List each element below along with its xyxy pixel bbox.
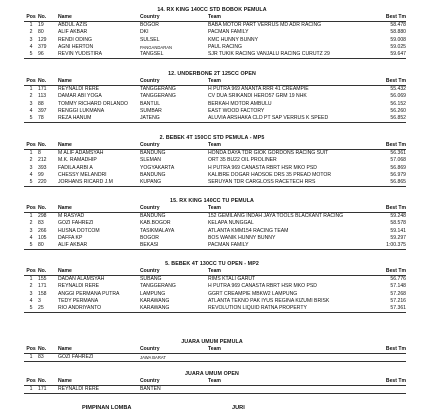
cell-name: GOZI FAHREZI (58, 220, 94, 227)
cell-best: 56.776 (390, 276, 406, 282)
cell-no: 298 (38, 213, 47, 219)
table-row (24, 37, 406, 44)
cell-best: 59.025 (390, 43, 406, 50)
section-title: JUARA UMUM PEMULA (181, 339, 243, 345)
cell-best: 56.979 (390, 171, 406, 178)
section-juara-umum-pemula (0, 338, 424, 362)
cell-pos: 2 (29, 157, 33, 164)
cell-no: 80 (38, 242, 58, 250)
header-country: Country (140, 346, 208, 354)
cell-no: 105 (38, 234, 47, 241)
cell-team: SJR TUKIK RACING VANJALU RACING CURUTZ 29 (208, 51, 368, 59)
cell-country: SUMBAR (140, 107, 162, 114)
table-row (24, 228, 406, 235)
cell-no: 171 (38, 283, 47, 290)
cell-best: 57.216 (390, 297, 406, 304)
cell-country: BEKASI (140, 242, 208, 250)
header-country: Country (140, 142, 208, 150)
section-title: 15. RX KING 140CC TU PEMULA (170, 198, 254, 204)
table-row (24, 213, 406, 221)
table-row (24, 283, 406, 290)
cell-name: M.K. RAMADHIP (58, 157, 97, 164)
cell-best: 56.869 (390, 164, 406, 171)
table-header-row (24, 78, 406, 86)
cell-name: M ALIF ADAMSYAH (58, 150, 104, 156)
header-no: No. (38, 78, 58, 86)
cell-best: 56.361 (390, 150, 406, 156)
cell-best: 56.852 (368, 115, 406, 123)
header-best: Best Tm (368, 268, 406, 276)
cell-country: PANGANDARAN (140, 44, 173, 50)
cell-pos: 3 (29, 164, 33, 171)
table-header-row (24, 378, 406, 386)
cell-best: 1:00.375 (368, 242, 406, 250)
cell-country: TANGGERANG (140, 86, 176, 92)
header-no: No. (38, 142, 58, 150)
cell-country: KARAWANG (140, 297, 170, 304)
table-row (24, 220, 406, 227)
table-header-row (24, 142, 406, 150)
header-country: Country (140, 268, 208, 276)
cell-name: JORHANS RICARD J.M (58, 179, 140, 187)
cell-name: FADILA ARBI A (58, 164, 93, 171)
table-row (24, 172, 406, 179)
cell-team: PAUL RACING (208, 43, 242, 50)
cell-country: BANTEN (140, 386, 208, 394)
header-best: Best Tm (368, 205, 406, 213)
header-best: Best Tm (368, 14, 406, 22)
table-row (24, 235, 406, 242)
cell-team: SERUYAN TDR CARGLOSS RACETECH RRS (208, 179, 368, 187)
cell-best: 56.865 (368, 179, 406, 187)
header-no: No. (38, 14, 58, 22)
cell-team: RIMS KTALI GARUT (208, 276, 256, 282)
cell-pos: 4 (29, 234, 33, 241)
cell-name: TOMMY RICHARD ORLANDO (58, 100, 128, 107)
cell-team: PACMAN FAMILY (208, 242, 368, 250)
cell-best: 57.148 (390, 283, 406, 290)
cell-best: 55.432 (390, 86, 406, 92)
table-row (24, 298, 406, 305)
cell-best (368, 354, 406, 362)
header-pos: Pos (24, 14, 38, 22)
cell-best: 58.880 (390, 29, 406, 36)
cell-best: 59.647 (368, 51, 406, 59)
cell-name: CHESSY MELANDRI (58, 171, 107, 178)
cell-country: TANGSEL (140, 51, 208, 59)
cell-name: RIO ANDRIYANTO (58, 305, 140, 313)
cell-no: 171 (38, 386, 58, 394)
table-row (24, 242, 406, 250)
section-bebek-150cc-pemula (0, 134, 424, 187)
cell-no: 19 (38, 22, 44, 28)
cell-team: BERKAH MOTOR AMBULU (208, 100, 272, 107)
cell-team: BABA MOTOR PART VERRUS MD ADR RACING (208, 22, 322, 28)
cell-no: 129 (38, 36, 47, 43)
cell-name: DAFFA KP (58, 234, 83, 241)
header-team: Team (208, 142, 368, 150)
cell-team: H PUTRA 969 CANASTA RBRT HSR MKO PSD (208, 283, 317, 290)
cell-no: 83 (38, 220, 44, 227)
header-name: Name (58, 268, 140, 276)
cell-team: H PUTRA 969 ANANTA RRR 41 CREAMPIE (208, 86, 309, 92)
cell-country: KARAWANG (140, 305, 208, 313)
cell-name: ANGGI PERMANA PUTRA (58, 290, 120, 297)
cell-pos: 5 (24, 51, 38, 59)
cell-no: 25 (38, 305, 58, 313)
footer-race-director: PIMPINAN LOMBA (82, 405, 132, 411)
cell-team: 152 GEMILANG INDAH JAYA TOOLS BLACKANT RACING (208, 213, 344, 219)
header-best: Best Tm (368, 378, 406, 386)
cell-pos: 1 (29, 22, 33, 28)
table-row (24, 93, 406, 100)
section-title: 14. RX KING 140CC STD BOBOK PEMULA (157, 7, 267, 13)
section-bebek-130cc-open (0, 260, 424, 313)
cell-team: CV DUA SRIKANDI HERO57 GRM 19 NHK (208, 93, 307, 100)
cell-team: EAST WOOD FACTORY (208, 107, 265, 114)
cell-team: GGRT CREAMPIE MBKW2 LAMPUNG (208, 290, 298, 297)
cell-no: 8 (38, 150, 41, 156)
cell-best (368, 386, 406, 394)
cell-pos: 4 (29, 297, 33, 304)
cell-no: 155 (38, 276, 47, 282)
header-no: No. (38, 268, 58, 276)
header-name: Name (58, 378, 140, 386)
header-pos: Pos (24, 378, 38, 386)
cell-team (208, 354, 368, 362)
cell-team: PACMAN FAMILY (208, 29, 249, 36)
cell-no: 3 (38, 297, 41, 304)
header-team: Team (208, 205, 368, 213)
cell-country: YOGYAKARTA (140, 164, 175, 171)
results-table (24, 142, 406, 187)
table-row (24, 165, 406, 172)
section-juara-umum-open (0, 370, 424, 394)
header-no: No. (38, 205, 58, 213)
header-team: Team (208, 378, 368, 386)
header-name: Name (58, 78, 140, 86)
cell-pos: 2 (29, 220, 33, 227)
header-best: Best Tm (368, 142, 406, 150)
cell-pos: 5 (24, 179, 38, 187)
header-country: Country (140, 14, 208, 22)
cell-team: KMC HUNNY BUNNY (208, 36, 258, 43)
cell-pos: 1 (29, 213, 33, 219)
table-row (24, 157, 406, 164)
cell-name: RENDI ODING (58, 36, 92, 43)
results-table (24, 346, 406, 362)
cell-name: HUSNA DOTCOM (58, 227, 100, 234)
table-row (24, 108, 406, 115)
cell-team: H PUTRA 969 CANASTA RBRT HSR MKO PSD (208, 164, 317, 171)
cell-name: ABDUL AZIS (58, 22, 88, 28)
table-row (24, 150, 406, 158)
results-table (24, 14, 406, 59)
cell-pos: 3 (29, 290, 33, 297)
header-name: Name (58, 346, 140, 354)
header-best: Best Tm (368, 78, 406, 86)
cell-best: 59.008 (390, 36, 406, 43)
cell-country: SULSEL (140, 36, 160, 43)
cell-name: DADAN ALAMSYAH (58, 276, 105, 282)
cell-country: KUPANG (140, 179, 208, 187)
cell-name: REVIN YUDISTIRA (58, 51, 140, 59)
cell-team: ORT 35 BU22 OIL PROLINER (208, 157, 277, 164)
header-best: Best Tm (368, 346, 406, 354)
header-name: Name (58, 142, 140, 150)
cell-pos: 1 (24, 386, 38, 394)
table-row (24, 101, 406, 108)
cell-no: 379 (38, 43, 47, 50)
cell-country: BANDUNG (140, 171, 166, 178)
section-rx-king-std-pemula (0, 6, 424, 59)
cell-pos: 5 (24, 305, 38, 313)
table-row (24, 51, 406, 59)
header-team: Team (208, 14, 368, 22)
cell-name: GOZI FAHREZI (58, 354, 140, 362)
cell-best: 56.152 (390, 100, 406, 107)
cell-best: 59.297 (390, 234, 406, 241)
cell-name: AGNI HERTON (58, 43, 94, 50)
header-pos: Pos (24, 346, 38, 354)
cell-pos: 5 (24, 115, 38, 123)
cell-country: LAMPUNG (140, 290, 166, 297)
cell-best: 56.260 (390, 107, 406, 114)
header-no: No. (38, 378, 58, 386)
cell-pos: 1 (29, 276, 33, 282)
cell-no: 83 (38, 354, 58, 362)
section-underbone-open (0, 70, 424, 123)
cell-country: BOGOR (140, 22, 159, 28)
cell-team: REVOLUTION LIQUID RATNA PROPERTY (208, 305, 368, 313)
cell-country: TASIKMALAYA (140, 227, 175, 234)
cell-no: 113 (38, 93, 47, 100)
cell-no: 88 (38, 100, 44, 107)
footer-judge: JURI (232, 405, 245, 411)
results-table (24, 78, 406, 123)
cell-pos: 1 (29, 86, 33, 92)
cell-no: 171 (38, 86, 47, 92)
results-table (24, 268, 406, 313)
cell-team (208, 386, 368, 394)
cell-name: TEDY PERMANA (58, 297, 99, 304)
table-row (24, 29, 406, 36)
cell-best: 58.578 (390, 220, 406, 227)
cell-no: 220 (38, 179, 58, 187)
table-row (24, 22, 406, 30)
cell-team: ATLANTA KMM154 RACING TEAM (208, 227, 289, 234)
cell-country: TANGGERANG (140, 283, 176, 290)
table-row (24, 44, 406, 51)
cell-pos: 1 (24, 354, 38, 362)
cell-no: 393 (38, 164, 47, 171)
header-team: Team (208, 78, 368, 86)
cell-team: ATLANTA TEKNO PAK IYUS REGINA KIZUMI BRISK (208, 297, 330, 304)
cell-best: 57.268 (390, 290, 406, 297)
cell-country: BANDUNG (140, 213, 166, 219)
cell-best: 57.068 (390, 157, 406, 164)
cell-team: ALUVIA ARSHAKA CLD PT SAP VERRUS K SPEED (208, 115, 368, 123)
table-row (24, 386, 406, 394)
cell-country: TANGGERANG (140, 93, 176, 100)
header-name: Name (58, 205, 140, 213)
cell-team: KELAPA NUNGGAL (208, 220, 254, 227)
cell-name: M RASYAD (58, 213, 85, 219)
cell-best: 56.069 (390, 93, 406, 100)
header-country: Country (140, 378, 208, 386)
cell-name: ALIF AKBAR (58, 242, 140, 250)
cell-no: 78 (38, 115, 58, 123)
cell-no: 96 (38, 51, 58, 59)
cell-pos: 4 (29, 43, 33, 50)
cell-pos: 3 (29, 227, 33, 234)
table-row (24, 115, 406, 123)
cell-best: 57.361 (368, 305, 406, 313)
cell-best: 59.248 (390, 213, 406, 219)
cell-name: DAMAR ABI YOGA (58, 93, 102, 100)
cell-pos: 1 (29, 150, 33, 156)
table-row (24, 354, 406, 362)
cell-no: 99 (38, 171, 44, 178)
cell-country: BOGOR (140, 234, 159, 241)
cell-pos: 5 (24, 242, 38, 250)
cell-country: JAWA BARAT (140, 354, 208, 362)
header-no: No. (38, 346, 58, 354)
cell-team: HONDA DAYA TDR GIOK GORDONS RACING SUIT (208, 150, 329, 156)
cell-pos: 2 (29, 283, 33, 290)
cell-name: ALIF AKBAR (58, 29, 88, 36)
cell-country: BANTUL (140, 100, 161, 107)
header-country: Country (140, 78, 208, 86)
table-row (24, 86, 406, 94)
cell-country: JATENG (140, 115, 208, 123)
table-header-row (24, 14, 406, 22)
table-row (24, 305, 406, 313)
cell-pos: 4 (29, 171, 33, 178)
cell-pos: 2 (29, 93, 33, 100)
cell-no: 397 (38, 107, 47, 114)
cell-no: 212 (38, 157, 47, 164)
header-pos: Pos (24, 268, 38, 276)
cell-no: 158 (38, 290, 47, 297)
cell-country: KAB.BOGOR (140, 220, 171, 227)
cell-team: BOS WANIK HUNNY BUNNY (208, 234, 276, 241)
cell-no: 80 (38, 29, 44, 36)
table-header-row (24, 268, 406, 276)
section-title: JUARA UMUM OPEN (185, 371, 239, 377)
cell-pos: 3 (29, 36, 33, 43)
header-team: Team (208, 268, 368, 276)
cell-country: SLEMAN (140, 157, 161, 164)
results-table (24, 378, 406, 394)
table-row (24, 276, 406, 284)
cell-country: SUBANG (140, 276, 162, 282)
header-name: Name (58, 14, 140, 22)
cell-best: 58.478 (390, 22, 406, 28)
header-pos: Pos (24, 142, 38, 150)
cell-team: KALIBRE DOGAR HADSOE DRS 35 PREAD MOTOR (208, 171, 332, 178)
table-row (24, 291, 406, 298)
section-rx-king-tu-pemula (0, 197, 424, 250)
header-team: Team (208, 346, 368, 354)
cell-name: REYNALDI RERE (58, 386, 140, 394)
section-title: 5. BEBEK 4T 130CC TU OPEN - MP2 (165, 261, 259, 267)
header-pos: Pos (24, 205, 38, 213)
cell-name: REYNALDI RERE (58, 283, 100, 290)
table-header-row (24, 205, 406, 213)
cell-country: DKI (140, 29, 149, 36)
table-header-row (24, 346, 406, 354)
header-pos: Pos (24, 78, 38, 86)
section-title: 12. UNDERBONE 2T 125CC OPEN (168, 71, 256, 77)
cell-name: REZA HANUM (58, 115, 140, 123)
cell-pos: 2 (29, 29, 33, 36)
table-row (24, 179, 406, 187)
results-table (24, 205, 406, 250)
cell-pos: 3 (29, 100, 33, 107)
cell-pos: 4 (29, 107, 33, 114)
cell-country: BANDUNG (140, 150, 166, 156)
cell-no: 266 (38, 227, 47, 234)
cell-name: RENGGI LUKMANA (58, 107, 105, 114)
header-country: Country (140, 205, 208, 213)
cell-name: REYNALDI RERE (58, 86, 100, 92)
cell-best: 59.141 (390, 227, 406, 234)
section-title: 2. BEBEK 4T 150CC STD PEMULA - MP5 (159, 135, 265, 141)
